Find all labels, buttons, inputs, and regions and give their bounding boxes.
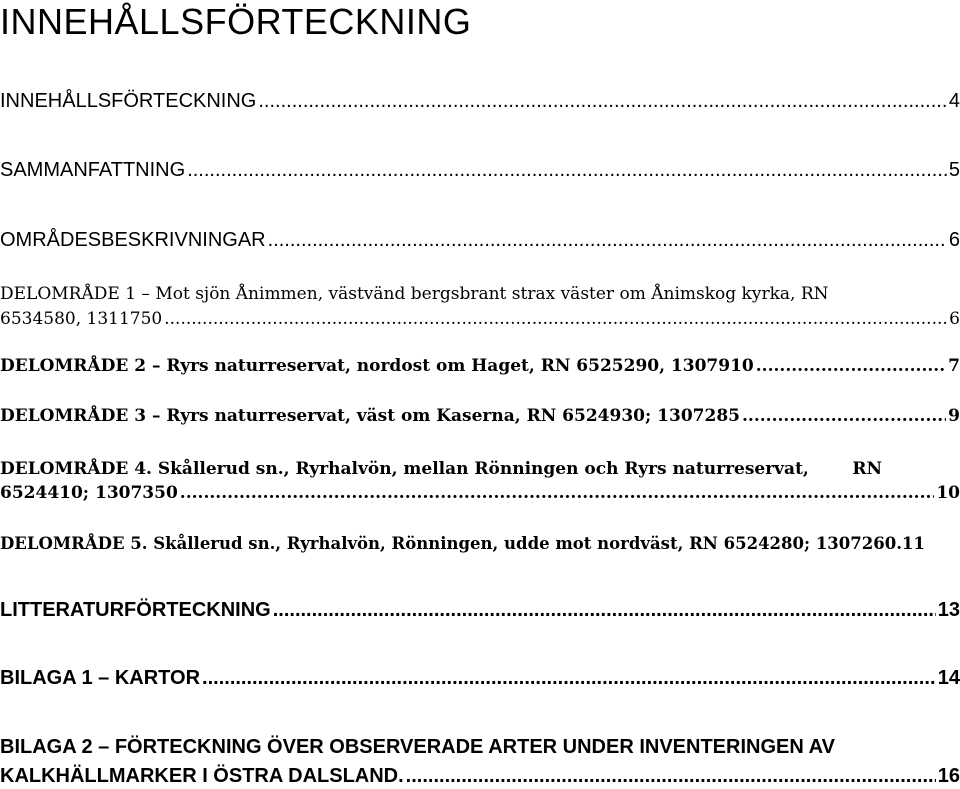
toc-entry-delomrade-4-line1[interactable] (0, 458, 960, 480)
toc-entry-bilaga-1[interactable] (0, 666, 960, 690)
toc-page-number: 4 (948, 90, 960, 112)
toc-page-number: 9 (948, 406, 960, 426)
toc-leader-dots (202, 666, 936, 690)
toc-leader-dots (268, 228, 947, 252)
toc-entry-label: DELOMRÅDE 4. Skållerud sn., Ryrhalvön, mellan Rönningen och Ryrs naturreservat, (0, 459, 809, 479)
toc-page-number: 6 (949, 309, 960, 329)
toc-entry-label: 6534580, 1311750 (0, 309, 163, 329)
toc-leader-dots (273, 598, 936, 622)
toc-entry-delomrade-3[interactable] (0, 405, 960, 427)
toc-page-number: 16 (937, 765, 960, 787)
toc-entry-label: DELOMRÅDE 3 – Ryrs naturreservat, väst om Kaserna, RN 6524930; 1307285 (0, 406, 740, 426)
toc-entry-label: KALKHÄLLMARKER I ÖSTRA DALSLAND. (0, 765, 404, 787)
toc-entry-label: INNEHÅLLSFÖRTECKNING (0, 90, 257, 112)
toc-entry-label: 6524410; 1307350 (0, 483, 178, 503)
toc-leader-dots (406, 764, 936, 788)
toc-leader-dots (164, 308, 947, 330)
toc-entry-litteraturforteckning[interactable] (0, 598, 960, 622)
toc-page-number: 5 (948, 159, 960, 181)
toc-page-number: 6 (948, 229, 960, 251)
toc-page-number: 10 (936, 483, 960, 503)
toc-leader-dots (187, 158, 947, 182)
toc-leader-dots (180, 482, 935, 504)
toc-entry-innehallsforteckning[interactable] (0, 89, 960, 113)
toc-entry-label: LITTERATURFÖRTECKNING (0, 599, 271, 621)
toc-entry-delomrade-1[interactable] (0, 308, 960, 330)
toc-entry-bilaga-2-line1[interactable]: BILAGA 2 – FÖRTECKNING ÖVER OBSERVERADE ARTER UNDER INVENTERINGEN AV (0, 736, 835, 758)
toc-entry-delomrade-2[interactable] (0, 355, 960, 377)
toc-entry-label: BILAGA 1 – KARTOR (0, 667, 201, 689)
toc-page-number: 13 (937, 599, 960, 621)
toc-leader-dots (258, 89, 947, 113)
toc-entry-rn-label: RN (852, 459, 882, 479)
toc-entry-label: OMRÅDESBESKRIVNINGAR (0, 229, 266, 251)
toc-entry-delomrade-1-line1[interactable]: DELOMRÅDE 1 – Mot sjön Ånimmen, västvänd bergsbrant strax väster om Ånimskog kyrka, RN (0, 284, 829, 304)
toc-page-number: 7 (948, 356, 960, 376)
toc-entry-omradesbeskrivningar[interactable] (0, 228, 960, 252)
toc-entry-sammanfattning[interactable] (0, 158, 960, 182)
toc-leader-dots (742, 405, 946, 427)
toc-entry-label: DELOMRÅDE 2 – Ryrs naturreservat, nordost om Haget, RN 6525290, 1307910 (0, 356, 754, 376)
toc-entry-delomrade-5[interactable]: DELOMRÅDE 5. Skållerud sn., Ryrhalvön, Rönningen, udde mot nordväst, RN 6524280; 1307260.11 (0, 534, 925, 553)
page-title: INNEHÅLLSFÖRTECKNING (0, 1, 472, 42)
toc-leader-dots (756, 355, 946, 377)
toc-entry-bilaga-2[interactable] (0, 764, 960, 788)
toc-entry-delomrade-4[interactable] (0, 482, 960, 504)
toc-entry-label: SAMMANFATTNING (0, 159, 186, 181)
toc-page-number: 14 (937, 667, 960, 689)
